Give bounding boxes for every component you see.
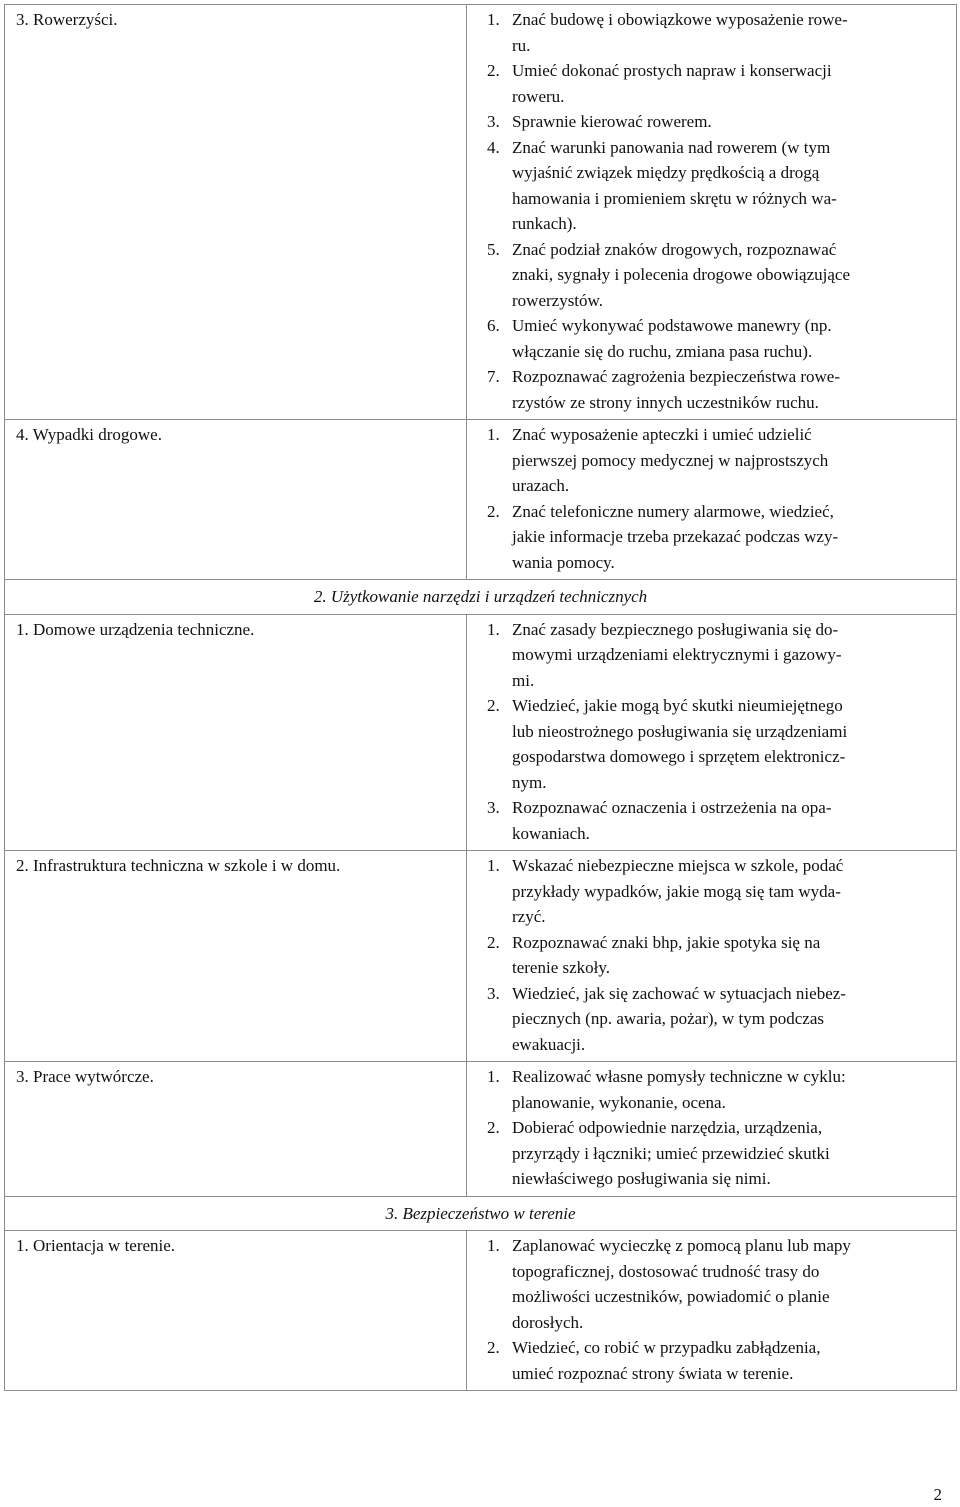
requirement-item xyxy=(487,237,934,314)
topic-label: 4. Wypadki drogowe. xyxy=(16,425,162,444)
requirements-list xyxy=(467,1231,956,1390)
requirement-item xyxy=(487,313,934,364)
requirement-number: 4. xyxy=(487,137,500,157)
requirement-number: 3. xyxy=(487,798,500,817)
requirement-text: Znać budowę i obowiązkowe wyposażenie rowe- ru. xyxy=(512,10,848,55)
requirements-cell xyxy=(467,5,957,420)
topic-cell xyxy=(5,1231,467,1391)
table-row xyxy=(5,851,957,1062)
requirement-item xyxy=(487,499,934,576)
requirement-text: Znać wyposażenie apteczki i umieć udzielić pierwszej pomocy medycznej w najprostszych urazach. xyxy=(512,425,829,495)
section-heading: 2. Użytkowanie narzędzi i urządzeń technicznych xyxy=(313,587,648,606)
requirements-list xyxy=(467,851,956,1061)
requirement-item xyxy=(487,853,934,930)
requirement-text: Rozpoznawać oznaczenia i ostrzeżenia na opa- kowaniach. xyxy=(512,798,832,843)
requirement-number: 3. xyxy=(487,112,500,131)
table-row xyxy=(5,1231,957,1391)
topic-cell xyxy=(5,420,467,580)
requirement-item xyxy=(487,7,934,58)
requirement-text: Znać telefoniczne numery alarmowe, wiedzieć, jakie informacje trzeba przekazać podczas wzy- wania pomocy. xyxy=(512,501,839,572)
page-number: 2 xyxy=(933,1485,942,1504)
requirement-number: 1. xyxy=(487,856,500,875)
requirement-item xyxy=(487,795,934,846)
requirement-text: Znać warunki panowania nad rowerem (w tym wyjaśnić związek między prędkością a drogą hamowania i promieniem skrętu w różnych wa- runkach). xyxy=(512,137,837,233)
requirement-item xyxy=(487,930,934,981)
requirement-text: Sprawnie kierować rowerem. xyxy=(512,112,712,131)
table-row xyxy=(5,614,957,851)
section-heading-row xyxy=(5,1196,957,1231)
requirement-text: Wiedzieć, jakie mogą być skutki nieumiejętnego lub nieostrożnego posługiwania się urządzeniami gospodarstwa domowego i sprzętem elektronicz- nym. xyxy=(512,696,848,792)
requirement-number: 2. xyxy=(487,1338,500,1357)
curriculum-table xyxy=(4,4,957,1391)
requirement-item xyxy=(487,364,934,415)
requirement-number: 2. xyxy=(487,696,500,715)
requirement-item xyxy=(487,693,934,795)
requirement-number: 3. xyxy=(487,983,500,1003)
requirement-number: 1. xyxy=(487,1236,500,1255)
requirement-text: Realizować własne pomysły techniczne w cyklu: planowanie, wykonanie, ocena. xyxy=(512,1067,846,1112)
requirements-list xyxy=(467,615,956,851)
requirement-text: Wiedzieć, co robić w przypadku zabłądzenia, umieć rozpoznać strony świata w terenie. xyxy=(512,1338,821,1383)
requirement-text: Zaplanować wycieczkę z pomocą planu lub mapy topograficznej, dostosować trudność trasy do możliwości uczestników, powiadomić o planie dorosłych. xyxy=(512,1236,851,1332)
topic-label: 1. Domowe urządzenia techniczne. xyxy=(16,619,255,639)
topic-cell xyxy=(5,1062,467,1197)
topic-label: 3. Prace wytwórcze. xyxy=(16,1067,154,1086)
requirements-cell xyxy=(467,614,957,851)
requirement-number: 1. xyxy=(487,619,500,639)
requirement-item xyxy=(487,617,934,694)
requirement-number: 6. xyxy=(487,316,500,335)
requirement-number: 1. xyxy=(487,425,500,444)
requirement-number: 2. xyxy=(487,932,500,952)
topic-label: 1. Orientacja w terenie. xyxy=(16,1236,176,1255)
requirements-list xyxy=(467,1062,956,1196)
section-heading: 3. Bezpieczeństwo w terenie xyxy=(385,1203,576,1223)
topic-cell xyxy=(5,851,467,1062)
requirement-text: Wskazać niebezpieczne miejsca w szkole, podać przykłady wypadków, jakie mogą się tam wyda- rzyć. xyxy=(512,856,844,926)
table-row xyxy=(5,420,957,580)
topic-cell xyxy=(5,5,467,420)
requirement-item xyxy=(487,422,934,499)
topic-label: 2. Infrastruktura techniczna w szkole i w domu. xyxy=(16,856,341,875)
requirement-text: Dobierać odpowiednie narzędzia, urządzenia, przyrządy i łączniki; umieć przewidzieć skutki niewłaściwego posługiwania się nimi. xyxy=(512,1118,830,1188)
requirement-item xyxy=(487,1335,934,1386)
requirement-item xyxy=(487,58,934,109)
requirement-text: Wiedzieć, jak się zachować w sytuacjach niebez- piecznych (np. awaria, pożar), w tym podczas ewakuacji. xyxy=(512,983,846,1054)
requirements-cell xyxy=(467,1062,957,1197)
requirement-text: Rozpoznawać zagrożenia bezpieczeństwa rowe- rzystów ze strony innych uczestników ruchu. xyxy=(512,367,841,412)
requirement-text: Znać podział znaków drogowych, rozpoznawać znaki, sygnały i polecenia drogowe obowiązujące rowerzystów. xyxy=(512,239,850,310)
requirement-item xyxy=(487,109,934,135)
requirement-text: Znać zasady bezpiecznego posługiwania się do- mowymi urządzeniami elektrycznymi i gazowy- mi. xyxy=(512,619,842,690)
section-heading-row xyxy=(5,580,957,615)
requirements-list xyxy=(467,420,956,579)
requirement-item xyxy=(487,1233,934,1335)
requirement-item xyxy=(487,1064,934,1115)
requirement-number: 7. xyxy=(487,367,500,386)
section-heading-cell xyxy=(5,580,957,615)
requirement-number: 2. xyxy=(487,1118,500,1137)
section-heading-cell xyxy=(5,1196,957,1231)
requirements-cell xyxy=(467,1231,957,1391)
requirements-list xyxy=(467,5,956,419)
table-row xyxy=(5,5,957,420)
requirement-number: 1. xyxy=(487,10,500,29)
requirement-number: 5. xyxy=(487,239,500,259)
requirement-number: 2. xyxy=(487,501,500,521)
requirement-item xyxy=(487,981,934,1058)
requirement-number: 1. xyxy=(487,1067,500,1086)
requirement-text: Umieć wykonywać podstawowe manewry (np. włączanie się do ruchu, zmiana pasa ruchu). xyxy=(512,316,832,361)
requirement-number: 2. xyxy=(487,61,500,80)
topic-label: 3. Rowerzyści. xyxy=(16,10,118,29)
requirement-text: Umieć dokonać prostych napraw i konserwacji roweru. xyxy=(512,61,832,106)
topic-cell xyxy=(5,614,467,851)
requirement-item xyxy=(487,135,934,237)
requirements-cell xyxy=(467,851,957,1062)
requirement-item xyxy=(487,1115,934,1192)
requirement-text: Rozpoznawać znaki bhp, jakie spotyka się na terenie szkoły. xyxy=(512,932,821,977)
requirements-cell xyxy=(467,420,957,580)
table-row xyxy=(5,1062,957,1197)
